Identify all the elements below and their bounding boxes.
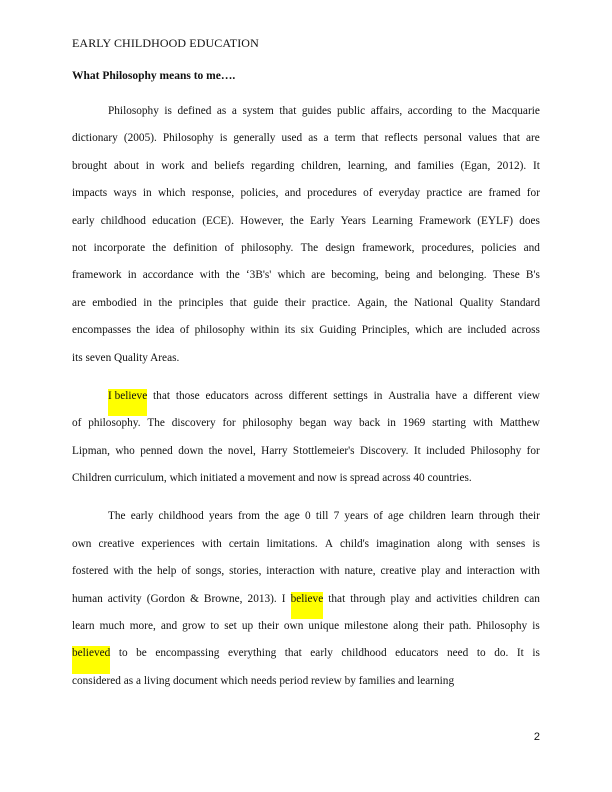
text-line xyxy=(72,646,540,673)
word: do. xyxy=(494,647,509,660)
word: starting xyxy=(432,417,466,430)
word: dictionary xyxy=(72,132,118,145)
word: (Gordon xyxy=(146,592,186,605)
word: everything xyxy=(227,647,277,660)
word: used xyxy=(281,132,303,145)
word: Browne, xyxy=(203,592,243,605)
word: Standard xyxy=(499,296,540,309)
word: Australia xyxy=(388,389,430,402)
text-line xyxy=(72,351,540,378)
word: for xyxy=(526,444,540,457)
word: creative xyxy=(380,565,417,578)
word: philosophy. xyxy=(241,241,294,254)
word: It xyxy=(413,444,421,457)
word: the xyxy=(152,241,167,254)
word: interaction xyxy=(266,565,315,578)
word: families xyxy=(417,159,454,172)
word: being xyxy=(384,269,410,282)
word: play xyxy=(421,565,441,578)
section-heading: What Philosophy means to me…. xyxy=(72,70,236,82)
word: and xyxy=(394,159,411,172)
word: which xyxy=(277,269,306,282)
word: the xyxy=(265,510,279,523)
word: that xyxy=(153,389,170,402)
word: with xyxy=(201,537,222,550)
word: practice. xyxy=(311,296,351,309)
word: that xyxy=(328,592,346,605)
word: in xyxy=(143,296,153,309)
word: and xyxy=(523,241,540,254)
word: up xyxy=(241,620,254,633)
word: brought xyxy=(72,159,108,172)
word: those xyxy=(175,389,200,402)
word: accordance xyxy=(142,269,194,282)
word: included xyxy=(426,444,466,457)
highlighted-text: believed xyxy=(72,646,110,673)
word: Stottlemeier's xyxy=(292,444,355,457)
word: fostered xyxy=(72,565,109,578)
word: philosophy. xyxy=(88,417,141,430)
word: early xyxy=(310,647,333,660)
word: ‘3B's' xyxy=(245,269,272,282)
text-line xyxy=(72,268,540,295)
word: years xyxy=(344,510,369,523)
word: in xyxy=(387,417,396,430)
word: definition xyxy=(173,241,218,254)
paragraph-gap xyxy=(72,498,540,509)
word: framed xyxy=(488,187,521,200)
text-line xyxy=(72,416,540,443)
word: 2013). xyxy=(247,592,277,605)
word: beliefs xyxy=(214,159,245,172)
word: 1969 xyxy=(402,417,426,430)
word: belonging. xyxy=(438,269,487,282)
word: along xyxy=(393,620,419,633)
running-head: EARLY CHILDHOOD EDUCATION xyxy=(72,36,259,50)
word: does xyxy=(519,214,540,227)
word: procedures xyxy=(307,187,357,200)
word: much xyxy=(99,620,125,633)
word: Early xyxy=(310,214,335,227)
word: A xyxy=(324,537,333,550)
word: for xyxy=(526,187,540,200)
word: values xyxy=(468,132,497,145)
word: to xyxy=(476,647,486,660)
text-line xyxy=(72,537,540,564)
word: becoming, xyxy=(331,269,379,282)
word: in xyxy=(127,269,137,282)
word: nature, xyxy=(344,565,376,578)
text-line xyxy=(72,323,540,350)
word: to xyxy=(457,105,467,117)
page-number: 2 xyxy=(533,731,540,743)
word: and xyxy=(284,187,301,200)
word: their xyxy=(284,296,306,309)
word: Framework xyxy=(418,214,472,227)
word: began xyxy=(299,417,327,430)
word: who xyxy=(115,444,135,457)
word: These xyxy=(492,269,520,282)
word: the xyxy=(393,296,408,309)
word: Learning xyxy=(372,214,413,227)
word: However, xyxy=(240,214,284,227)
text-run: considered as a living document which needs period review by families and learning xyxy=(72,674,455,687)
word: a xyxy=(323,132,329,145)
word: is xyxy=(532,647,540,660)
word: interaction xyxy=(466,565,515,578)
word: 7 xyxy=(333,510,340,523)
text-line xyxy=(72,131,540,158)
word: of xyxy=(179,324,190,337)
text-line xyxy=(72,296,540,323)
word: songs, xyxy=(195,565,225,578)
text-line xyxy=(72,186,540,213)
word: term xyxy=(334,132,356,145)
word: that xyxy=(503,132,520,145)
word: incorporate xyxy=(93,241,146,254)
word: own xyxy=(72,537,92,550)
word: across xyxy=(254,389,283,402)
text-line xyxy=(72,241,540,268)
word: Principles, xyxy=(361,324,410,337)
word: Guiding xyxy=(319,324,357,337)
word: is xyxy=(532,620,540,633)
word: Philosophy xyxy=(162,132,214,145)
word: early xyxy=(72,214,95,227)
highlighted-text: I believe xyxy=(108,389,147,416)
word: public xyxy=(336,105,366,117)
word: and xyxy=(191,159,208,172)
word: a xyxy=(462,389,468,402)
word: novel, xyxy=(227,444,256,457)
highlighted-text: believe xyxy=(291,592,324,619)
word: learn xyxy=(451,510,474,523)
word: philosophy xyxy=(194,324,245,337)
word: Again, xyxy=(356,296,388,309)
word: through xyxy=(350,592,386,605)
word: the xyxy=(472,105,487,117)
word: educators xyxy=(395,647,439,660)
paragraph-gap xyxy=(72,378,540,389)
word: reflects xyxy=(384,132,418,145)
word: penned xyxy=(140,444,173,457)
word: idea xyxy=(155,324,175,337)
word: affairs, xyxy=(370,105,403,117)
word: stories, xyxy=(229,565,262,578)
word: Philosophy xyxy=(108,105,159,117)
word: imagination xyxy=(376,537,431,550)
word: play xyxy=(390,592,410,605)
word: not xyxy=(72,241,87,254)
word: (EYLF) xyxy=(477,214,514,227)
word: certain xyxy=(228,537,260,550)
word: with xyxy=(519,565,540,578)
word: as xyxy=(308,132,318,145)
word: six xyxy=(300,324,314,337)
word: Quality xyxy=(459,296,494,309)
word: limitations. xyxy=(266,537,318,550)
word: framework xyxy=(72,269,122,282)
text-line xyxy=(72,444,540,471)
word: experiences xyxy=(141,537,195,550)
word: (2005). xyxy=(123,132,157,145)
word: ways xyxy=(113,187,137,200)
word: with xyxy=(113,565,134,578)
word: children xyxy=(482,592,520,605)
text-line xyxy=(72,592,540,619)
word: design xyxy=(325,241,355,254)
word: are xyxy=(468,187,483,200)
word: to xyxy=(210,620,220,633)
word: work xyxy=(161,159,185,172)
word: with xyxy=(199,269,220,282)
word: view xyxy=(517,389,540,402)
word: is xyxy=(164,105,172,117)
word: along xyxy=(437,537,463,550)
word: with xyxy=(319,565,340,578)
word: generally xyxy=(233,132,276,145)
word: Years xyxy=(340,214,366,227)
word: the xyxy=(225,269,240,282)
word: I xyxy=(281,592,286,605)
document-body xyxy=(72,104,540,701)
word: are xyxy=(72,296,86,309)
word: early xyxy=(130,510,154,523)
word: policies, xyxy=(240,187,279,200)
word: 2012). xyxy=(497,159,527,172)
word: of xyxy=(373,510,383,523)
word: within xyxy=(250,324,280,337)
word: Harry xyxy=(261,444,288,457)
word: according xyxy=(407,105,453,117)
word: The xyxy=(300,241,319,254)
word: Macquarie xyxy=(491,105,540,117)
word: set xyxy=(224,620,237,633)
text-line xyxy=(72,619,540,646)
text-line xyxy=(72,471,540,498)
word: milestone xyxy=(344,620,389,633)
word: different xyxy=(288,389,328,402)
word: in xyxy=(145,159,155,172)
text-line xyxy=(72,214,540,241)
word: the xyxy=(290,214,304,227)
word: embodied xyxy=(92,296,137,309)
word: and xyxy=(414,592,432,605)
word: the xyxy=(158,296,173,309)
word: child's xyxy=(340,537,370,550)
word: a xyxy=(231,105,237,117)
word: framework, xyxy=(362,241,415,254)
paragraph xyxy=(72,509,540,701)
word: Lipman, xyxy=(72,444,110,457)
word: philosophy xyxy=(242,417,293,430)
word: childhood xyxy=(341,647,387,660)
word: own xyxy=(283,620,304,633)
word: of xyxy=(224,241,234,254)
word: across xyxy=(511,324,540,337)
word: encompassing xyxy=(155,647,220,660)
word: Discovery. xyxy=(359,444,409,457)
text-line xyxy=(72,159,540,186)
word: need xyxy=(447,647,469,660)
word: discovery xyxy=(171,417,216,430)
text-line xyxy=(72,509,540,536)
word: (ECE). xyxy=(202,214,234,227)
word: have xyxy=(435,389,457,402)
text-run: Children curriculum, which initiated a movement and now is spread across 40 countries. xyxy=(72,472,472,485)
word: till xyxy=(315,510,329,523)
word: system xyxy=(242,105,274,117)
word: education xyxy=(152,214,197,227)
text-line xyxy=(72,674,540,701)
word: of xyxy=(181,565,191,578)
word: of xyxy=(363,187,373,200)
word: with xyxy=(469,537,490,550)
word: about xyxy=(113,159,139,172)
paragraph xyxy=(72,389,540,499)
word: impacts xyxy=(72,187,108,200)
word: everyday xyxy=(378,187,421,200)
word: encompasses xyxy=(72,324,131,337)
word: that xyxy=(279,105,297,117)
word: Philosophy xyxy=(476,620,528,633)
word: the xyxy=(136,324,151,337)
word: through xyxy=(478,510,515,523)
text-line xyxy=(72,564,540,591)
word: age xyxy=(388,510,404,523)
word: 0 xyxy=(304,510,311,523)
text-run: its seven Quality Areas. xyxy=(72,351,180,364)
word: is xyxy=(532,537,540,550)
word: Philosophy xyxy=(470,444,522,457)
word: are xyxy=(448,324,462,337)
word: and xyxy=(160,620,178,633)
word: guides xyxy=(301,105,332,117)
word: as xyxy=(216,105,227,117)
word: The xyxy=(147,417,165,430)
word: Matthew xyxy=(499,417,540,430)
word: are xyxy=(526,132,540,145)
word: procedures, xyxy=(421,241,475,254)
word: help xyxy=(156,565,177,578)
word: that xyxy=(361,132,379,145)
word: more, xyxy=(129,620,156,633)
word: way xyxy=(333,417,353,430)
word: creative xyxy=(98,537,135,550)
word: in xyxy=(373,389,383,402)
word: guide xyxy=(253,296,279,309)
word: It xyxy=(516,647,524,660)
paragraph xyxy=(72,104,540,378)
word: path. xyxy=(449,620,472,633)
word: children xyxy=(408,510,446,523)
word: included xyxy=(467,324,507,337)
word: be xyxy=(136,647,147,660)
word: children, xyxy=(301,159,341,172)
word: years xyxy=(208,510,233,523)
word: and xyxy=(445,565,462,578)
word: which xyxy=(415,324,443,337)
word: (Egan, xyxy=(460,159,491,172)
word: grow xyxy=(182,620,206,633)
word: are xyxy=(311,269,326,282)
word: different xyxy=(473,389,513,402)
word: It xyxy=(532,159,540,172)
word: The xyxy=(108,510,126,523)
text-line xyxy=(72,389,540,416)
word: activities xyxy=(436,592,478,605)
word: learning, xyxy=(347,159,388,172)
word: human xyxy=(72,592,103,605)
word: from xyxy=(237,510,260,523)
word: its xyxy=(284,324,296,337)
word: to xyxy=(118,647,128,660)
word: & xyxy=(190,592,199,605)
text-line xyxy=(72,104,540,131)
word: learn xyxy=(72,620,95,633)
word: back xyxy=(358,417,381,430)
word: the xyxy=(138,565,153,578)
word: response, xyxy=(191,187,235,200)
word: educators xyxy=(205,389,249,402)
word: the xyxy=(208,444,223,457)
word: B's xyxy=(525,269,540,282)
word: their xyxy=(519,510,540,523)
word: and xyxy=(416,269,433,282)
word: down xyxy=(178,444,204,457)
word: age xyxy=(284,510,300,523)
word: that xyxy=(284,647,302,660)
word: principles xyxy=(178,296,224,309)
word: defined xyxy=(177,105,212,117)
word: unique xyxy=(308,620,340,633)
word: that xyxy=(229,296,247,309)
word: their xyxy=(423,620,444,633)
word: is xyxy=(219,132,228,145)
word: of xyxy=(72,417,82,430)
word: with xyxy=(472,417,493,430)
word: National xyxy=(414,296,454,309)
word: regarding xyxy=(251,159,295,172)
word: childhood xyxy=(158,510,204,523)
word: for xyxy=(222,417,236,430)
word: settings xyxy=(333,389,368,402)
word: policies xyxy=(481,241,517,254)
word: which xyxy=(157,187,186,200)
word: senses xyxy=(496,537,526,550)
word: practice xyxy=(426,187,463,200)
word: their xyxy=(258,620,279,633)
word: activity xyxy=(107,592,142,605)
word: childhood xyxy=(100,214,146,227)
word: can xyxy=(524,592,540,605)
word: personal xyxy=(423,132,463,145)
word: in xyxy=(142,187,152,200)
